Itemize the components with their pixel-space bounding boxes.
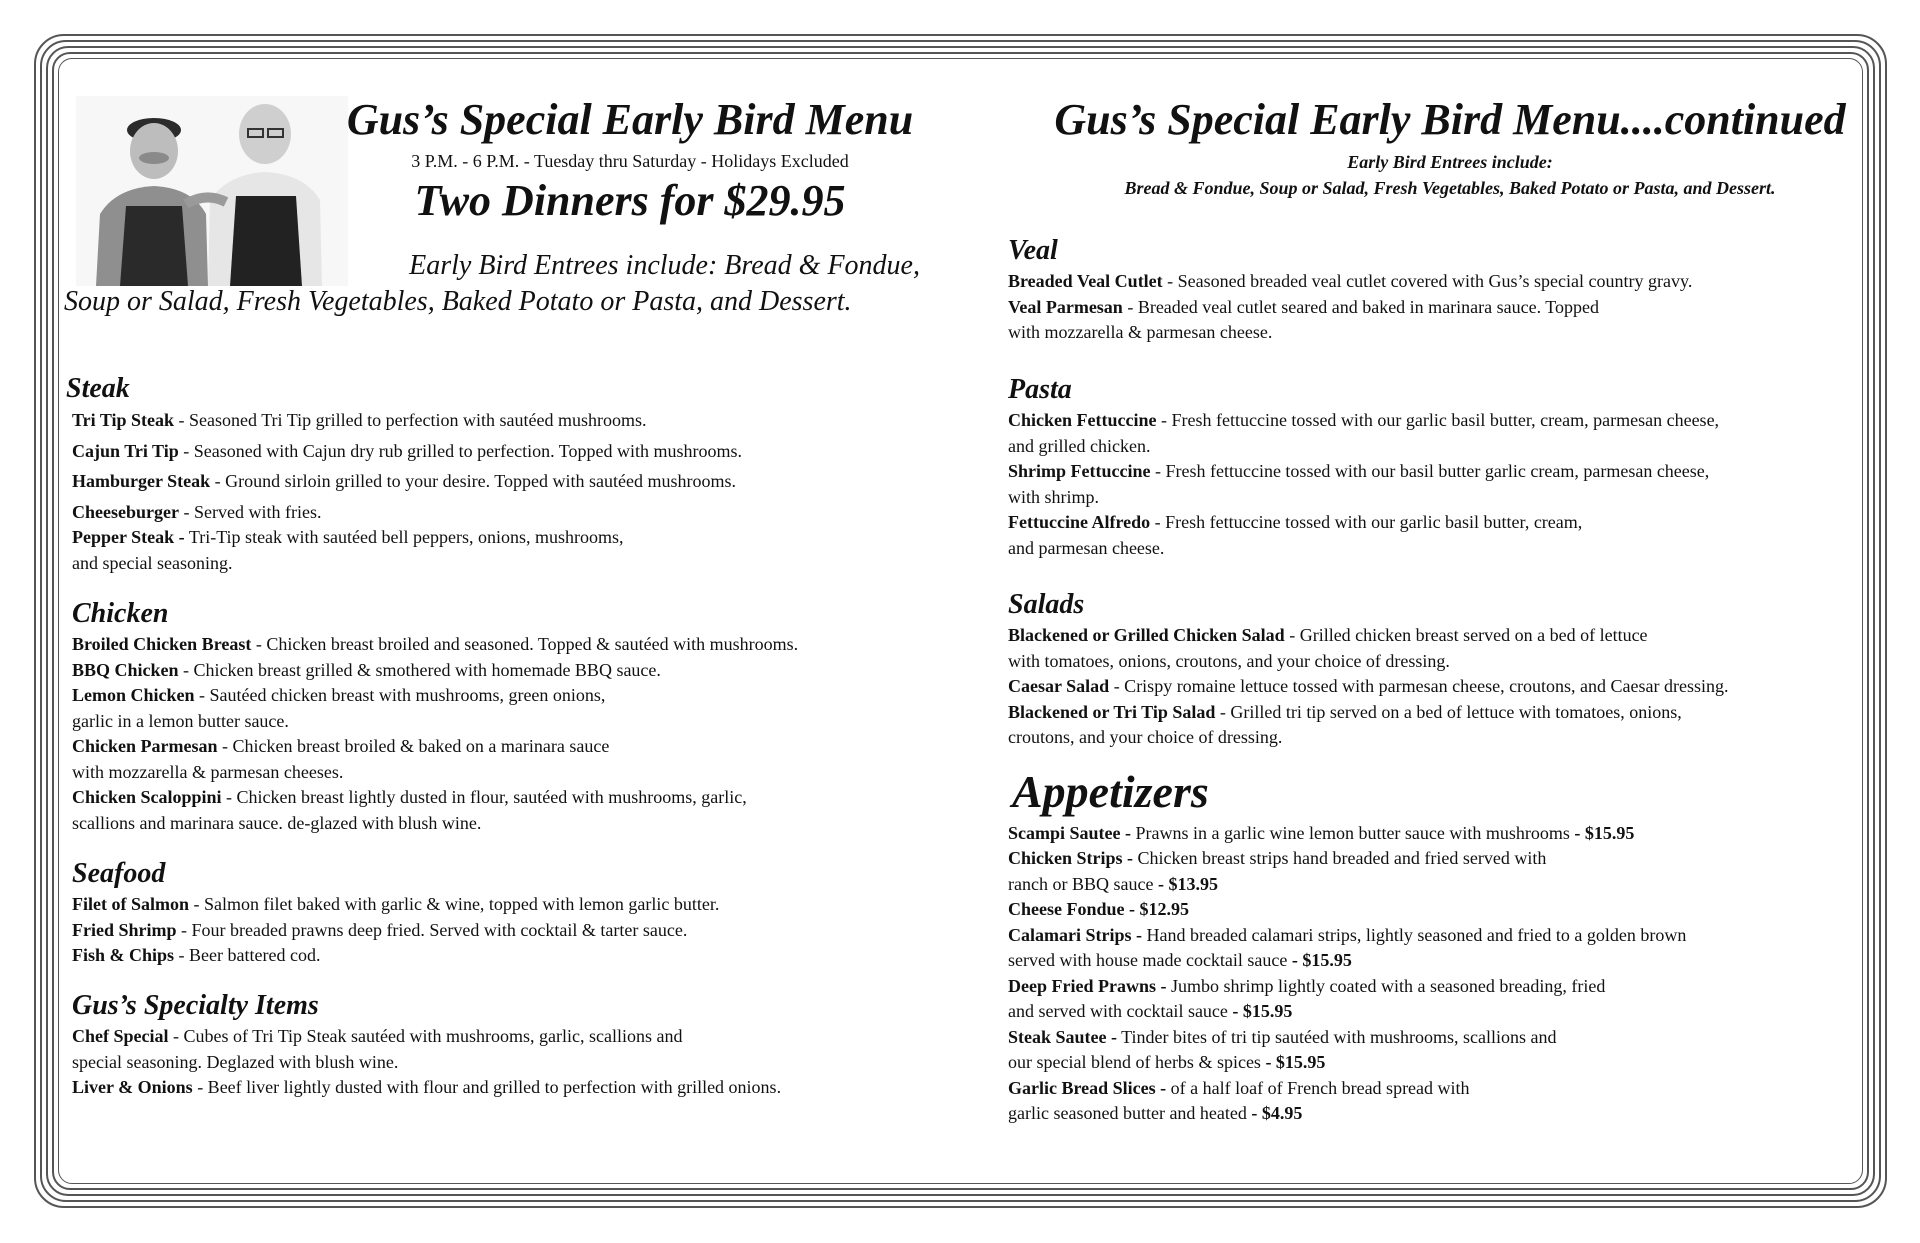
section-title: Veal — [1008, 235, 1058, 266]
menu-item: Chicken Strips - Chicken breast strips hand breaded and fried served with ranch or BBQ sauce - $13.95 — [1008, 848, 1547, 894]
section-title: Chicken — [72, 598, 169, 629]
appetizers-section — [1008, 766, 1888, 1127]
left-title: Gus’s Special Early Bird Menu — [346, 95, 914, 144]
menu-item: Caesar Salad - Crispy romaine lettuce tossed with parmesan cheese, croutons, and Caesar dressing. — [1008, 676, 1729, 697]
menu-item: Shrimp Fettuccine - Fresh fettuccine tossed with our basil butter garlic cream, parmesan cheese, with shrimp. — [1008, 461, 1710, 507]
right-title: Gus’s Special Early Bird Menu....continued — [1054, 95, 1846, 144]
veal-section — [1008, 235, 1888, 346]
menu-item: Filet of Salmon - Salmon filet baked with garlic & wine, topped with lemon garlic butter. — [72, 894, 720, 915]
menu-item: Lemon Chicken - Sautéed chicken breast with mushrooms, green onions, garlic in a lemon butter sauce. — [72, 685, 606, 731]
seafood-section — [72, 858, 972, 969]
includes-line-2: Soup or Salad, Fresh Vegetables, Baked Potato or Pasta, and Dessert. — [64, 286, 852, 317]
menu-item: Chef Special - Cubes of Tri Tip Steak sautéed with mushrooms, garlic, scallions and special seasoning. Deglazed with blush wine. — [72, 1026, 683, 1072]
section-title: Pasta — [1008, 374, 1072, 405]
menu-item: Chicken Fettuccine - Fresh fettuccine tossed with our garlic basil butter, cream, parmesan cheese, and grilled chicken. — [1008, 410, 1720, 456]
menu-item: Pepper Steak - Tri-Tip steak with sautéed bell peppers, onions, mushrooms, and special seasoning. — [72, 527, 624, 573]
section-title: Steak — [66, 373, 130, 404]
menu-item: Breaded Veal Cutlet - Seasoned breaded veal cutlet covered with Gus’s special country gravy. — [1008, 271, 1693, 292]
menu-item: Chicken Parmesan - Chicken breast broiled & baked on a marinara sauce with mozzarella & parmesan cheeses. — [72, 736, 610, 782]
right-includes-line-1: Early Bird Entrees include: — [1347, 152, 1553, 172]
menu-item: Fettuccine Alfredo - Fresh fettuccine tossed with our garlic basil butter, cream, and parmesan cheese. — [1008, 512, 1583, 558]
menu-item: Fried Shrimp - Four breaded prawns deep fried. Served with cocktail & tarter sauce. — [72, 919, 688, 940]
menu-item: Blackened or Tri Tip Salad - Grilled tri tip served on a bed of lettuce with tomatoes, onions, croutons, and your choice of dressing. — [1008, 701, 1682, 748]
menu-item: Blackened or Grilled Chicken Salad - Grilled chicken breast served on a bed of lettuce with tomatoes, onions, croutons, and your choice of dressing. — [1008, 625, 1648, 671]
menu-item: Liver & Onions - Beef liver lightly dusted with flour and grilled to perfection with grilled onions. — [72, 1077, 782, 1098]
includes-line-1: Early Bird Entrees include: Bread & Fondue, — [409, 250, 920, 281]
pasta-section — [1008, 374, 1888, 561]
menu-item: Hamburger Steak - Ground sirloin grilled to your desire. Topped with sautéed mushrooms. — [72, 471, 737, 492]
menu-item: Deep Fried Prawns - Jumbo shrimp lightly coated with a seasoned breading, fried and served with cocktail sauce - $15.95 — [1008, 975, 1606, 1022]
chicken-section — [72, 598, 972, 836]
menu-item: Fish & Chips - Beer battered cod. — [72, 945, 321, 966]
deal-headline: Two Dinners for $29.95 — [414, 176, 846, 225]
menu-item: Garlic Bread Slices - of a half loaf of French bread spread with garlic seasoned butter and heated - $4.95 — [1008, 1077, 1470, 1124]
menu-item: Cajun Tri Tip - Seasoned with Cajun dry rub grilled to perfection. Topped with mushrooms. — [72, 440, 743, 461]
menu-item: Calamari Strips - Hand breaded calamari strips, lightly seasoned and fried to a golden brown served with house made cocktail sauce - $15.95 — [1008, 924, 1687, 971]
menu-item: Chicken Scaloppini - Chicken breast lightly dusted in flour, sautéed with mushrooms, garlic, scallions and marinara sauce. de-glazed with blush wine. — [72, 787, 747, 833]
menu-item: Veal Parmesan - Breaded veal cutlet seared and baked in marinara sauce. Topped with mozzarella & parmesan cheese. — [1008, 296, 1600, 343]
menu-item: Cheese Fondue - $12.95 — [1008, 899, 1189, 920]
menu-item: Cheeseburger - Served with fries. — [72, 501, 322, 522]
menu-item: Broiled Chicken Breast - Chicken breast broiled and seasoned. Topped & sautéed with mushrooms. — [72, 634, 799, 655]
menu-item: Scampi Sautee - Prawns in a garlic wine lemon butter sauce with mushrooms - $15.95 — [1008, 822, 1635, 843]
section-title: Appetizers — [1012, 766, 1209, 817]
right-includes-line-2: Bread & Fondue, Soup or Salad, Fresh Vegetables, Baked Potato or Pasta, and Dessert. — [1124, 178, 1776, 198]
section-title: Gus’s Specialty Items — [72, 990, 319, 1021]
steak-section — [66, 373, 966, 576]
chefs-photo — [76, 96, 348, 286]
salads-section — [1008, 589, 1888, 751]
section-title: Seafood — [72, 858, 166, 889]
menu-item: BBQ Chicken - Chicken breast grilled & smothered with homemade BBQ sauce. — [72, 659, 661, 680]
menu-item: Steak Sautee - Tinder bites of tri tip sautéed with mushrooms, scallions and our special blend of herbs & spices - $15.95 — [1008, 1026, 1557, 1073]
menu-item: Tri Tip Steak - Seasoned Tri Tip grilled to perfection with sautéed mushrooms. — [72, 410, 647, 431]
section-title: Salads — [1008, 589, 1085, 620]
hours-text: 3 P.M. - 6 P.M. - Tuesday thru Saturday - Holidays Excluded — [411, 151, 849, 171]
specialty-section — [72, 990, 972, 1101]
